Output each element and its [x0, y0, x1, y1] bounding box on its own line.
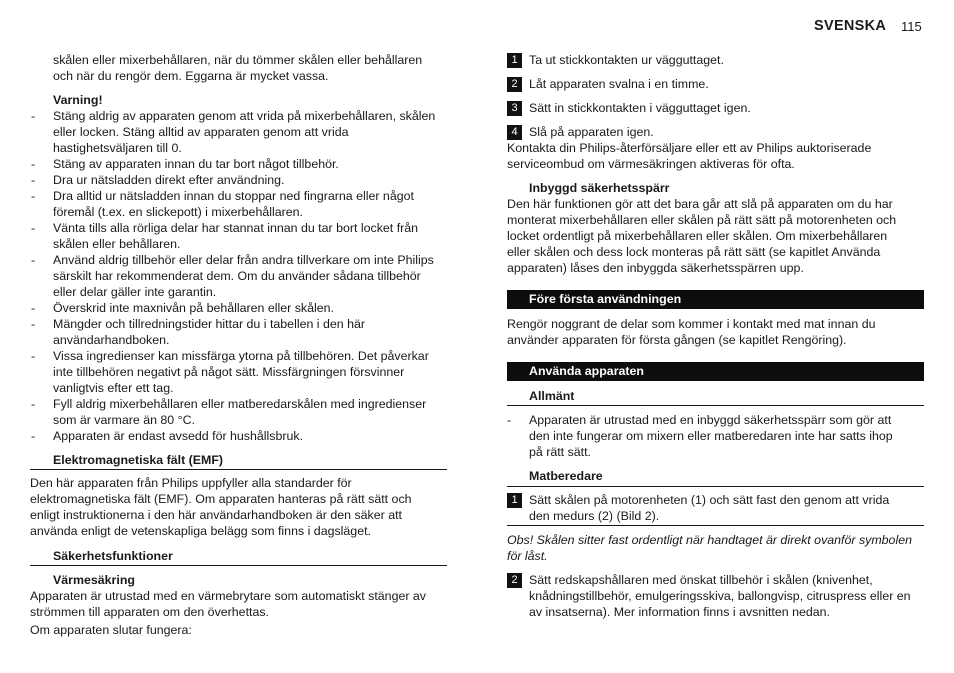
fuse-line-3: Om apparaten slutar fungera: [30, 623, 192, 637]
lock-line-3: locket ordentligt på mixerbehållaren eller skålen. Om mixerbehållaren [507, 229, 888, 243]
general-rule [507, 405, 924, 406]
bullet-dash: - [31, 173, 36, 187]
language-header: SVENSKA [814, 18, 887, 34]
warning-bullet-line: Dra ur nätsladden direkt efter användning. [53, 173, 285, 187]
warning-heading: Varning! [53, 93, 103, 107]
before-line-1: Rengör noggrant de delar som kommer i kontakt med mat innan du [507, 317, 876, 331]
emf-line-3: enligt instruktionerna i den här användarhandboken är den säker att [30, 508, 402, 522]
warning-bullet-line: Dra alltid ur nätsladden innan du stoppar ned fingrarna eller något [53, 189, 414, 203]
warning-bullet-line: Fyll aldrig mixerbehållaren eller matberedarskålen med ingredienser [53, 397, 427, 411]
warning-bullet-line: som är varmare än 80 °C. [53, 413, 195, 427]
warning-bullet-line: eller locken. Stäng alltid av apparaten genom att vrida [53, 125, 349, 139]
fuse-line-1: Apparaten är utrustad med en värmebrytare som automatiskt stänger av [30, 589, 427, 603]
note-line-1: Obs! Skålen sitter fast ordentligt när handtaget är direkt ovanför symbolen [507, 533, 912, 547]
warning-bullet-line: Vissa ingredienser kan missfärga ytorna på tillbehören. Det påverkar [53, 349, 429, 363]
step-text: Sätt in stickkontakten i vägguttaget igen. [529, 101, 751, 115]
step-number: 2 [507, 573, 522, 588]
bullet-dash: - [31, 109, 36, 123]
step1-line-2: den medurs (2) (Bild 2). [529, 509, 660, 523]
lock-line-1: Den här funktionen gör att det bara går att slå på apparaten om du har [507, 197, 893, 211]
warning-bullet-line: Överskrid inte maxnivån på behållaren eller skålen. [53, 301, 334, 315]
section-title: Använda apparaten [529, 364, 644, 378]
safety-rule [30, 565, 447, 566]
step-number: 2 [507, 77, 522, 92]
bullet-dash: - [31, 189, 36, 203]
step2-line-1: Sätt redskapshållaren med önskat tillbehör i skålen (knivenhet, [529, 573, 873, 587]
general-line-3: på rätt sätt. [529, 445, 591, 459]
bullet-dash: - [31, 301, 36, 315]
emf-heading: Elektromagnetiska fält (EMF) [53, 453, 224, 467]
warning-bullet-line: Stäng av apparaten innan du tar bort något tillbehör. [53, 157, 339, 171]
warning-bullet-line: hastighetsväljaren till 0. [53, 141, 182, 155]
bullet-dash: - [31, 253, 36, 267]
step-number: 1 [507, 53, 522, 68]
emf-line-1: Den här apparaten från Philips uppfyller alla standarder för [30, 476, 352, 490]
warning-bullet-line: eller delar gäller inte garantin. [53, 285, 217, 299]
bullet-dash: - [31, 317, 36, 331]
warning-bullet-line: särskilt har rekommenderat dem. Om du använder sådana tillbehör [53, 269, 421, 283]
processor-rule [507, 486, 924, 487]
section-bar-before-first-use [507, 290, 924, 309]
intro-line-1: skålen eller mixerbehållaren, när du tömmer skålen eller behållaren [53, 53, 423, 67]
step-text: Ta ut stickkontakten ur vägguttaget. [529, 53, 724, 67]
step1-rule [507, 525, 924, 526]
warning-bullet-line: vanligtvis efter ett tag. [53, 381, 174, 395]
note-line-2: för låst. [507, 549, 548, 563]
emf-line-4: använda enligt de vetenskapliga belägg som finns i dagsläget. [30, 524, 371, 538]
warning-bullet-line: Stäng aldrig av apparaten genom att vrida på mixerbehållaren, skålen [53, 109, 436, 123]
general-line-1: Apparaten är utrustad med en inbyggd säkerhetsspärr som gör att [529, 413, 892, 427]
warning-bullet-line: användarhandboken. [53, 333, 170, 347]
emf-line-2: elektromagnetiska fält (EMF). Om apparaten hanteras på rätt sätt och [30, 492, 412, 506]
intro-line-2: och när du rengör dem. Eggarna är mycket vassa. [53, 69, 329, 83]
contact-line-2: serviceombud om värmesäkringen aktiveras för ofta. [507, 157, 795, 171]
warning-bullet-line: föremål (t.ex. en slickepott) i mixerbehållaren. [53, 205, 303, 219]
warning-bullet-line: inte tillbehören negativt på något sätt. Missfärgningen försvinner [53, 365, 405, 379]
bullet-dash: - [31, 221, 36, 235]
fuse-heading: Värmesäkring [53, 573, 135, 587]
step-number: 1 [507, 493, 522, 508]
before-line-2: använder apparaten för första gången (se kapitlet Rengöring). [507, 333, 847, 347]
lock-line-4: eller skålen och dess lock monteras på rätt sätt (se kapitlet Använda [507, 245, 881, 259]
bullet-dash: - [31, 429, 36, 443]
warning-bullet-line: skålen eller behållaren. [53, 237, 181, 251]
fuse-line-2: strömmen till apparaten om den överhettas. [30, 605, 269, 619]
step-number: 4 [507, 125, 522, 140]
warning-bullet-line: Använd aldrig tillbehör eller delar från andra tillverkare om inte Philips [53, 253, 434, 267]
safety-heading: Säkerhetsfunktioner [53, 549, 173, 563]
bullet-dash: - [31, 397, 36, 411]
bullet-dash: - [31, 157, 36, 171]
warning-bullet-line: Apparaten är endast avsedd för hushållsbruk. [53, 429, 304, 443]
lock-line-5: apparaten) låses den inbyggda säkerhetsspärren upp. [507, 261, 804, 275]
step-number: 3 [507, 101, 522, 116]
page-number: 115 [901, 19, 922, 34]
general-heading: Allmänt [529, 389, 575, 403]
bullet-dash: - [31, 349, 36, 363]
processor-heading: Matberedare [529, 469, 603, 483]
lock-heading: Inbyggd säkerhetsspärr [529, 181, 670, 195]
warning-bullet-line: Mängder och tillredningstider hittar du i tabellen i den här [53, 317, 366, 331]
general-line-2: den inte fungerar om mixern eller matberedaren inte har satts ihop [529, 429, 893, 443]
contact-line-1: Kontakta din Philips-återförsäljare eller ett av Philips auktoriserade [507, 141, 872, 155]
lock-line-2: monterat mixerbehållaren eller skålen på rätt sätt på motorenheten och [507, 213, 897, 227]
step2-line-2: knådningstillbehör, emulgeringsskiva, ballongvisp, citruspress eller en [529, 589, 911, 603]
emf-rule [30, 469, 447, 470]
general-dash: - [507, 413, 512, 427]
step2-line-3: av insatserna). Mer information finns i avsnitten nedan. [529, 605, 830, 619]
warning-bullet-line: Vänta tills alla rörliga delar har stannat innan du tar bort locket från [53, 221, 419, 235]
section-bar-using [507, 362, 924, 381]
section-title: Före första användningen [529, 292, 682, 306]
step-text: Slå på apparaten igen. [529, 125, 654, 139]
step-text: Låt apparaten svalna i en timme. [529, 77, 709, 91]
step1-line-1: Sätt skålen på motorenheten (1) och sätt fast den genom att vrida [529, 493, 890, 507]
